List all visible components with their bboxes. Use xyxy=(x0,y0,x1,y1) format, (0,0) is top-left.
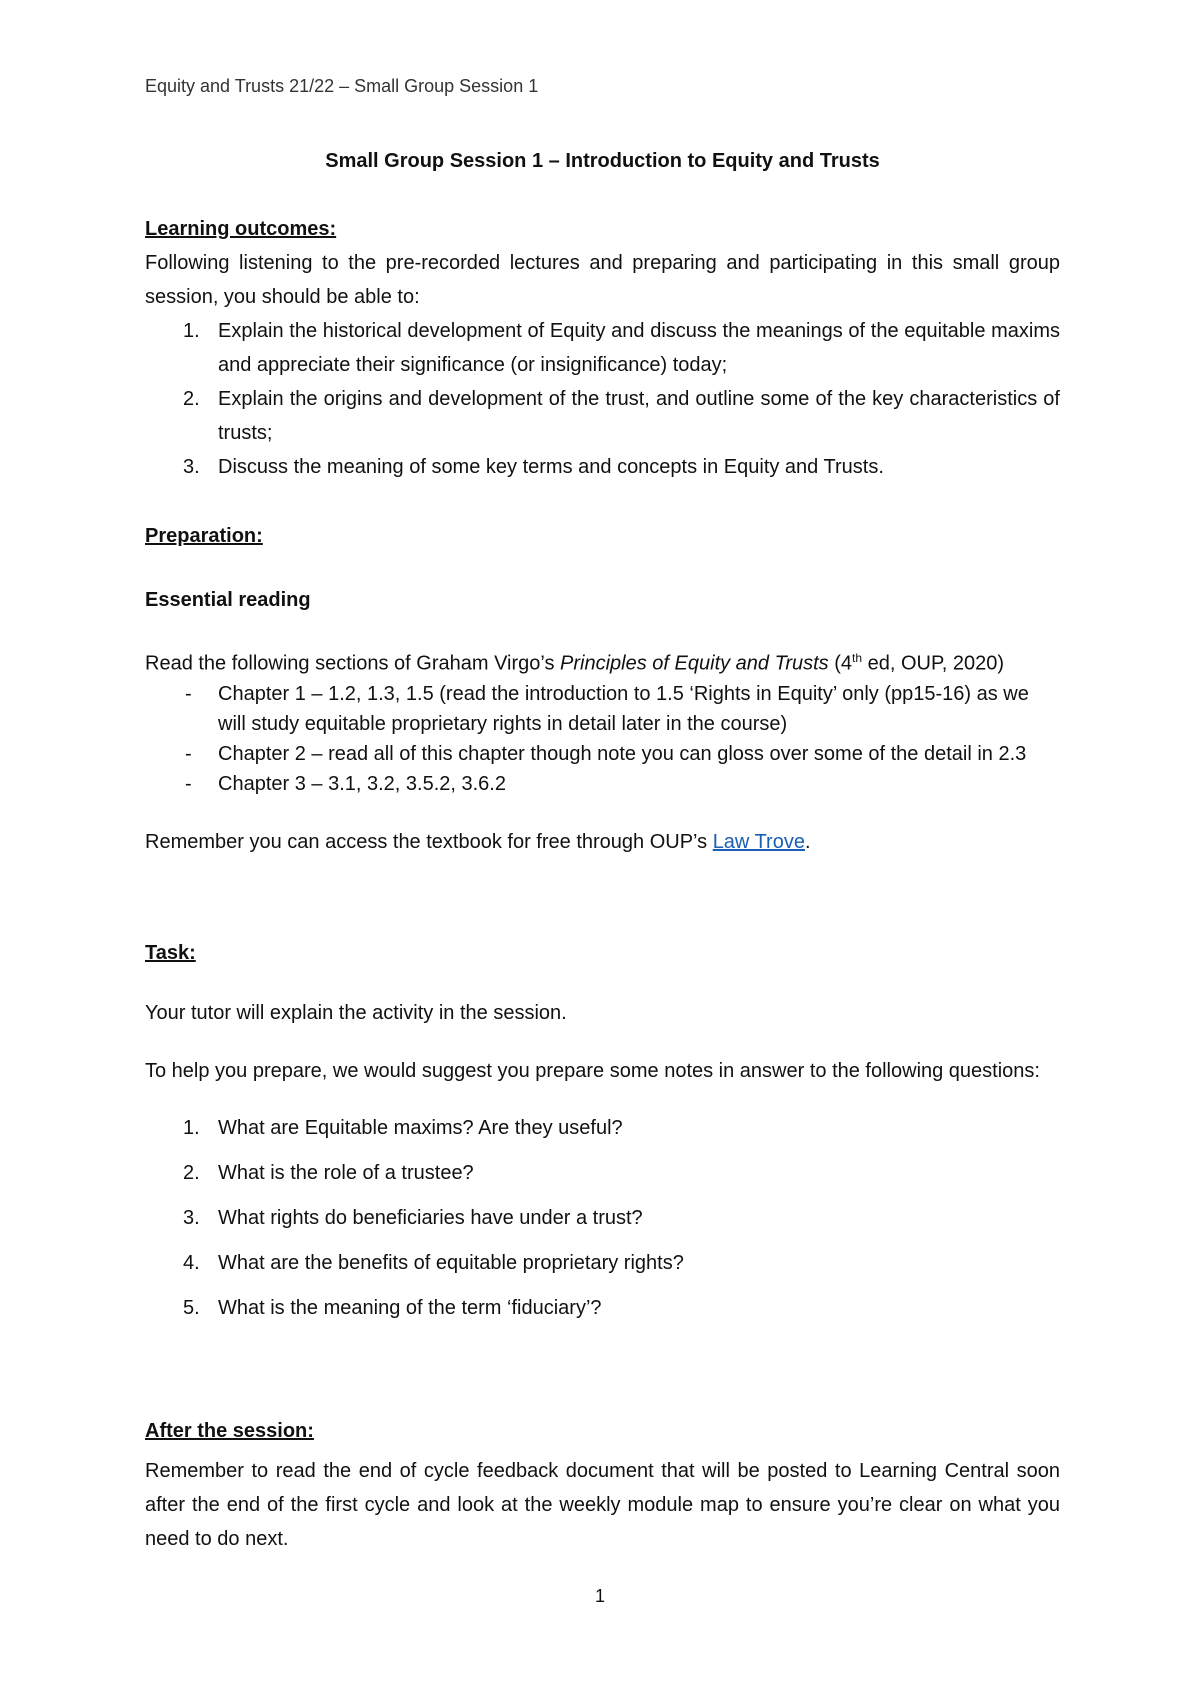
task-tutor-text: Your tutor will explain the activity in the session. xyxy=(145,1002,567,1024)
page-header: Equity and Trusts 21/22 – Small Group Session 1 xyxy=(145,76,539,96)
after-session-heading: After the session: xyxy=(145,1420,314,1442)
list-number: 2. xyxy=(183,388,200,410)
list-text: Discuss the meaning of some key terms and concepts in Equity and Trusts. xyxy=(218,456,884,478)
after-session-section xyxy=(145,1414,1060,1556)
book-title: Principles of Equity and Trusts xyxy=(560,652,829,675)
preparation-section xyxy=(145,519,1060,859)
reading-intro xyxy=(145,643,1060,679)
list-number: 1. xyxy=(183,1117,200,1139)
list-text: What is the role of a trustee? xyxy=(218,1162,474,1184)
task-section xyxy=(145,936,1060,1331)
after-session-text: Remember to read the end of cycle feedback document that will be posted to Learning Central soon after the end of the first cycle and look at the weekly module map to ensure you’re clear on what you need to do next. xyxy=(145,1460,1060,1550)
law-trove-end: . xyxy=(804,830,811,853)
list-item xyxy=(145,739,1060,769)
list-item xyxy=(145,1286,1060,1331)
task-help-text: To help you prepare, we would suggest you prepare some notes in answer to the following questions: xyxy=(145,1060,1040,1082)
list-text: Chapter 1 – 1.2, 1.3, 1.5 (read the introduction to 1.5 ‘Rights in Equity’ only (pp15-16) as we will study equitable proprietary rights in detail later in the course) xyxy=(218,682,1029,735)
list-number: 4. xyxy=(183,1252,200,1274)
list-number: 2. xyxy=(183,1162,200,1184)
edition-sup: th xyxy=(852,651,863,665)
list-text: Chapter 2 – read all of this chapter though note you can gloss over some of the detail in 2.3 xyxy=(218,742,1027,765)
list-item xyxy=(145,769,1060,799)
list-item xyxy=(145,1106,1060,1151)
list-item xyxy=(145,679,1060,739)
list-number: 1. xyxy=(183,320,200,342)
chapter-list xyxy=(145,679,1060,799)
list-text: What is the meaning of the term ‘fiduciary’? xyxy=(218,1297,602,1319)
essential-reading-heading: Essential reading xyxy=(145,589,311,611)
reading-intro-text: Read the following sections of Graham Virgo’s xyxy=(145,652,561,675)
list-item xyxy=(145,382,1060,450)
list-text: What rights do beneficiaries have under a trust? xyxy=(218,1207,643,1229)
dash-bullet: - xyxy=(185,772,192,795)
edition-post: ed, OUP, 2020) xyxy=(862,652,1004,675)
law-trove-text: Remember you can access the textbook for free through OUP’s xyxy=(145,830,713,853)
learning-outcomes-heading: Learning outcomes: xyxy=(145,218,337,240)
questions-list xyxy=(145,1106,1060,1331)
list-number: 3. xyxy=(183,456,200,478)
learning-outcomes-list xyxy=(145,314,1060,484)
learning-outcomes-intro: Following listening to the pre-recorded lectures and preparing and participating in this small group session, you should be able to: xyxy=(145,252,1060,308)
list-item xyxy=(145,314,1060,382)
edition-pre: (4 xyxy=(828,652,853,675)
law-trove-note xyxy=(145,825,1060,859)
dash-bullet: - xyxy=(185,682,192,705)
list-item xyxy=(145,1151,1060,1196)
list-number: 5. xyxy=(183,1297,200,1319)
list-text: Chapter 3 – 3.1, 3.2, 3.5.2, 3.6.2 xyxy=(218,772,506,795)
document-title: Small Group Session 1 – Introduction to Equity and Trusts xyxy=(325,150,880,172)
task-heading: Task: xyxy=(145,942,196,964)
list-text: Explain the historical development of Equity and discuss the meanings of the equitable maxims and appreciate their significance (or insignificance) today; xyxy=(218,320,1060,376)
list-number: 3. xyxy=(183,1207,200,1229)
dash-bullet: - xyxy=(185,742,192,765)
list-text: Explain the origins and development of the trust, and outline some of the key characteristics of trusts; xyxy=(218,388,1060,444)
list-item xyxy=(145,1241,1060,1286)
preparation-heading: Preparation: xyxy=(145,525,263,547)
list-text: What are the benefits of equitable proprietary rights? xyxy=(218,1252,684,1274)
list-item xyxy=(145,1196,1060,1241)
page-number: 1 xyxy=(594,1586,605,1606)
law-trove-link[interactable]: Law Trove xyxy=(712,830,805,853)
list-text: What are Equitable maxims? Are they useful? xyxy=(218,1117,623,1139)
learning-outcomes-section xyxy=(145,212,1060,484)
list-item xyxy=(145,450,1060,484)
